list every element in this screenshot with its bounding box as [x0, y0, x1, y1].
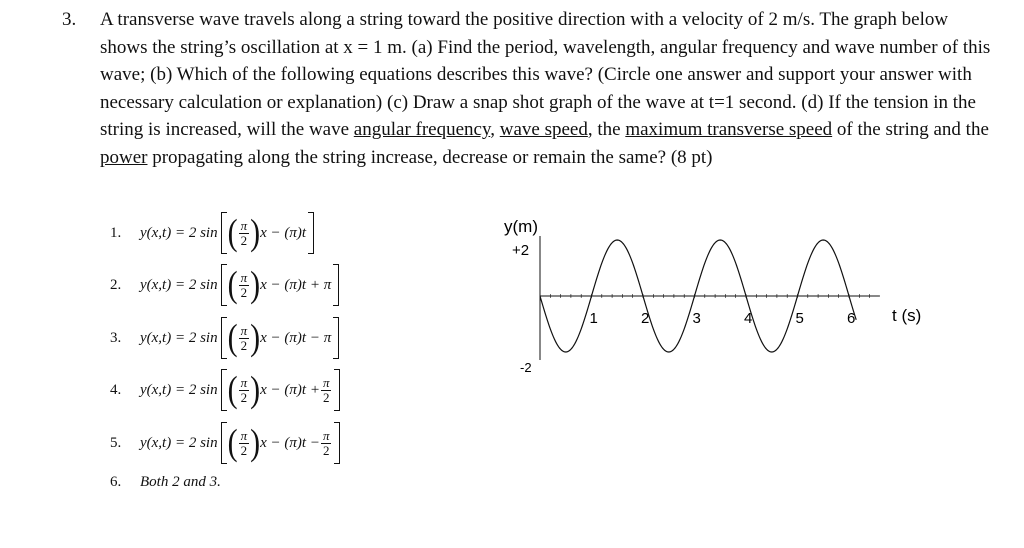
- x-tick-label: 4: [744, 310, 753, 327]
- option-number: 3.: [110, 329, 122, 346]
- left-bracket: [221, 212, 227, 254]
- option-number: 6.: [110, 474, 122, 490]
- option-text: Both 2 and 3.: [140, 474, 221, 490]
- equation: [140, 212, 314, 254]
- problem-statement: [62, 6, 992, 171]
- option-6[interactable]: [110, 474, 221, 491]
- separator-1: ,: [490, 119, 500, 140]
- option-number: 2.: [110, 276, 122, 293]
- option-5[interactable]: [110, 422, 340, 464]
- left-paren: (: [227, 211, 238, 253]
- left-paren: (: [227, 368, 238, 410]
- right-paren: ): [250, 368, 261, 410]
- option-2[interactable]: [110, 264, 339, 306]
- oscillation-graph: [490, 210, 950, 380]
- right-bracket: [333, 317, 339, 359]
- equation-lhs: y(x,t) = 2 sin: [140, 276, 218, 293]
- equation-lhs: y(x,t) = 2 sin: [140, 329, 218, 346]
- option-number: 4.: [110, 381, 122, 398]
- option-number: 1.: [110, 224, 122, 241]
- left-bracket: [221, 369, 227, 411]
- text-part-1: A transverse wave travels along a string toward the positive direction with a velocity of 2 m/s. The graph below shows the string’s oscillation at x = 1 m. (a) Find the period, wavelength, angular frequency and wave number of this wave; (b) Which of the following equations describes this wave? (Circle one answer and support your answer with necessary calculation or explanation) (c) Draw a snap shot graph of the wave at t=1 second. (d) If the tension in the string is increased, will the wave: [100, 9, 991, 140]
- right-paren: ): [250, 421, 261, 463]
- equation: [140, 422, 340, 464]
- equation-inner: x − (π)t − π: [260, 329, 332, 346]
- equation-inner: x − (π)t −: [260, 434, 320, 451]
- right-paren: ): [250, 263, 261, 305]
- left-bracket: [221, 422, 227, 464]
- left-bracket: [221, 317, 227, 359]
- equation-lhs: y(x,t) = 2 sin: [140, 381, 218, 398]
- right-paren: ): [250, 316, 261, 358]
- x-axis-label: t (s): [892, 306, 922, 325]
- text-part-2: of the string and the: [832, 119, 989, 140]
- right-bracket: [333, 264, 339, 306]
- left-paren: (: [227, 421, 238, 463]
- pi-over-2-fraction: $\frac{\pi}{2}$: [240, 269, 248, 300]
- equation-inner: x − (π)t + π: [260, 276, 332, 293]
- x-ticks: [550, 294, 869, 327]
- left-paren: (: [227, 316, 238, 358]
- right-bracket: [334, 422, 340, 464]
- phase-fraction: $\frac{\pi}{2}$: [322, 427, 330, 458]
- underlined-wave-speed: wave speed: [499, 119, 588, 140]
- equation-inner: x − (π)t: [260, 224, 307, 241]
- left-bracket: [221, 264, 227, 306]
- x-tick-label: 5: [795, 310, 804, 327]
- pi-over-2-fraction: $\frac{\pi}{2}$: [240, 427, 248, 458]
- x-tick-label: 1: [589, 310, 598, 327]
- text-part-3: propagating along the string increase, decrease or remain the same? (8 pt): [147, 146, 713, 168]
- y-axis-label: y(m): [504, 217, 538, 236]
- right-bracket: [308, 212, 314, 254]
- pi-over-2-fraction: $\frac{\pi}{2}$: [240, 374, 248, 405]
- equation-lhs: y(x,t) = 2 sin: [140, 224, 218, 241]
- option-1[interactable]: [110, 212, 314, 254]
- pi-over-2-fraction: $\frac{\pi}{2}$: [240, 322, 248, 353]
- y-tick-top: +2: [512, 242, 530, 259]
- option-4[interactable]: [110, 369, 340, 411]
- right-bracket: [334, 369, 340, 411]
- option-number: 5.: [110, 434, 122, 451]
- problem-number: 3.: [62, 9, 77, 30]
- y-tick-bottom: -2: [520, 360, 532, 375]
- equation: [140, 264, 339, 306]
- underlined-angular-frequency: angular frequency: [353, 119, 491, 140]
- underlined-power: power: [100, 146, 148, 168]
- equation: [140, 317, 339, 359]
- equation-inner: x − (π)t +: [260, 381, 320, 398]
- x-tick-label: 6: [847, 310, 856, 327]
- right-paren: ): [250, 211, 261, 253]
- equation-lhs: y(x,t) = 2 sin: [140, 434, 218, 451]
- x-tick-label: 3: [692, 310, 701, 327]
- option-3[interactable]: [110, 317, 339, 359]
- left-paren: (: [227, 263, 238, 305]
- pi-over-2-fraction: $\frac{\pi}{2}$: [240, 217, 248, 248]
- problem-text: [100, 6, 992, 171]
- equation: [140, 369, 340, 411]
- x-tick-label: 2: [641, 310, 650, 327]
- separator-2: , the: [587, 119, 626, 140]
- phase-fraction: $\frac{\pi}{2}$: [322, 374, 330, 405]
- underlined-max-transverse-speed: maximum transverse speed: [625, 119, 833, 140]
